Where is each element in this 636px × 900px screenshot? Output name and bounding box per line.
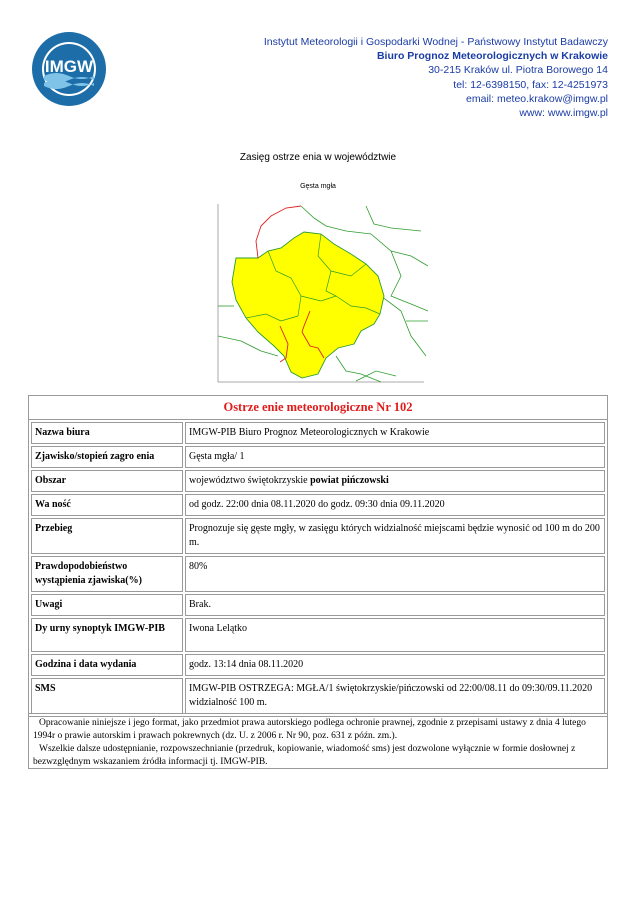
org-name: Instytut Meteorologii i Gospodarki Wodnej - Państwowy Instytut Badawczy bbox=[263, 36, 608, 48]
row-label-course: Przebieg bbox=[31, 518, 183, 554]
row-label-area: Obszar bbox=[31, 470, 183, 492]
table-row bbox=[31, 446, 605, 468]
row-value-phenomenon: Gęsta mgła/ 1 bbox=[185, 446, 605, 468]
distribution-paragraph: Wszelkie dalsze udostępnianie, rozpowszechnianie (przedruk, kopiowanie, wiadomość sms) jest dozwolone wyłącznie w formie dosłownej z bezwzględnym wskazaniem źródła informacji tj. IMGW-PIB. bbox=[33, 744, 576, 767]
map-title: Zasięg ostrze enia w województwie bbox=[239, 152, 397, 163]
row-value-sms: IMGW-PIB OSTRZEGA: MGŁA/1 świętokrzyskie/pińczowski od 22:00/08.11 do 09:30/09.11.2020 widzialność 100 m. bbox=[185, 678, 605, 714]
table-row bbox=[31, 518, 605, 554]
table-row bbox=[31, 654, 605, 676]
table-row bbox=[31, 594, 605, 616]
table-row bbox=[31, 556, 605, 592]
warning-title: Ostrze enie meteorologiczne Nr 102 bbox=[29, 396, 607, 420]
warning-table bbox=[29, 420, 607, 716]
row-label-phenomenon: Zjawisko/stopień zagro enia bbox=[31, 446, 183, 468]
row-value-office: IMGW-PIB Biuro Prognoz Meteorologicznych w Krakowie bbox=[185, 422, 605, 444]
table-row bbox=[31, 678, 605, 714]
office-name: Biuro Prognoz Meteorologicznych w Krakowie bbox=[376, 50, 608, 63]
warning-area-map bbox=[206, 196, 432, 388]
table-row bbox=[31, 470, 605, 492]
imgw-logo bbox=[30, 30, 108, 108]
copyright-paragraph: Opracowanie niniejsze i jego format, jako przedmiot prawa autorskiego podlega ochronie prawnej, zgodnie z przepisami ustawy z dnia 4 lutego 1994r o prawie autorskim i prawach pokrewnych (dz. U. z 2006 r. Nr 90, poz. 631 z późn. zm.). bbox=[33, 718, 586, 741]
row-value-issued: godz. 13:14 dnia 08.11.2020 bbox=[185, 654, 605, 676]
letterhead bbox=[0, 0, 636, 140]
row-label-issued: Godzina i data wydania bbox=[31, 654, 183, 676]
copyright-notice bbox=[28, 713, 608, 769]
row-value-validity: od godz. 22:00 dnia 08.11.2020 do godz. 09:30 dnia 09.11.2020 bbox=[185, 494, 605, 516]
office-email[interactable]: email: meteo.krakow@imgw.pl bbox=[466, 92, 608, 105]
row-label-validity: Wa ność bbox=[31, 494, 183, 516]
warning-box bbox=[28, 395, 608, 717]
row-value-area bbox=[185, 470, 605, 492]
row-value-course: Prognozuje się gęste mgły, w zasięgu których widzialność miejscami będzie wynosić od 100 m do 200 m. bbox=[185, 518, 605, 554]
row-label-office: Nazwa biura bbox=[31, 422, 183, 444]
organization-info bbox=[264, 35, 608, 120]
office-website[interactable]: www: www.imgw.pl bbox=[519, 107, 608, 120]
row-value-probability: 80% bbox=[185, 556, 605, 592]
table-row bbox=[31, 494, 605, 516]
warning-area-fill bbox=[232, 232, 384, 378]
table-row bbox=[31, 618, 605, 652]
svg-text:IMGW: IMGW bbox=[44, 57, 94, 76]
row-label-remarks: Uwagi bbox=[31, 594, 183, 616]
area-county: powiat pińczowski bbox=[310, 475, 389, 486]
row-label-probability: Prawdopodobieństwo wystąpienia zjawiska(%) bbox=[31, 556, 183, 592]
row-label-sms: SMS bbox=[31, 678, 183, 714]
row-value-forecaster: Iwona Lelątko bbox=[185, 618, 605, 652]
office-address: 30-215 Kraków ul. Piotra Borowego 14 bbox=[428, 64, 608, 77]
row-label-forecaster: Dy urny synoptyk IMGW-PIB bbox=[31, 618, 183, 652]
row-value-remarks: Brak. bbox=[185, 594, 605, 616]
table-row bbox=[31, 422, 605, 444]
map-subtitle: Gęsta mgła bbox=[300, 183, 336, 190]
office-phone: tel: 12-6398150, fax: 12-4251973 bbox=[453, 78, 608, 91]
area-voivodeship: województwo świętokrzyskie bbox=[189, 475, 311, 486]
